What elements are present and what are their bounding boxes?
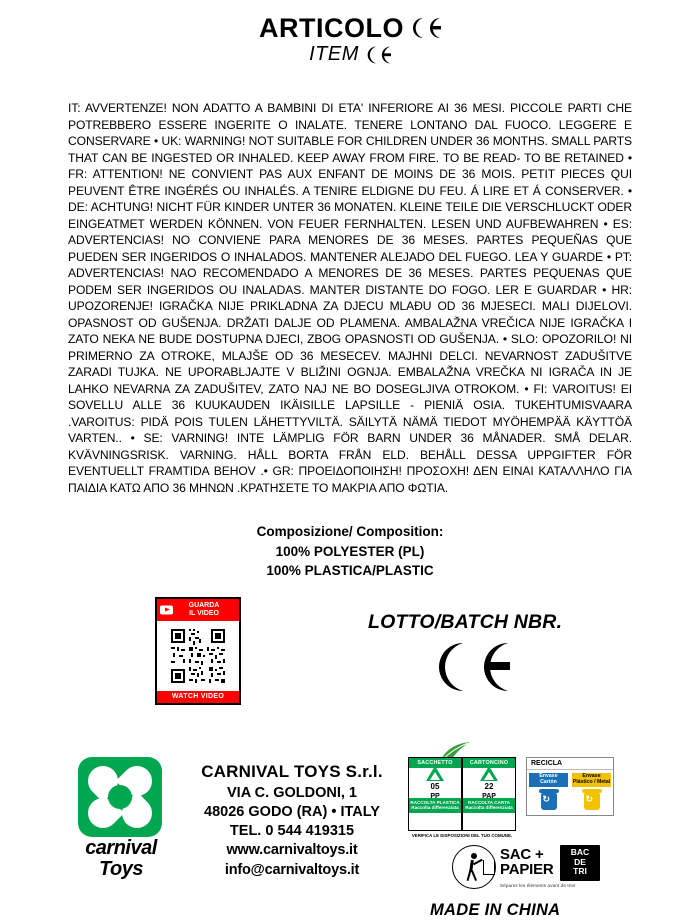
composition-line-2: 100% PLASTICA/PLASTIC (266, 563, 434, 579)
packaging-left-code: PP (430, 793, 440, 801)
ce-mark-icon (411, 16, 441, 40)
ce-mark-icon-small (366, 45, 391, 65)
packaging-right-header: CARTONCINO (463, 758, 515, 768)
company-name: CARNIVAL TOYS S.r.l. (201, 762, 383, 782)
company-tel: TEL. 0 544 419315 (229, 823, 355, 840)
mobius-loop-icon-plastic (409, 768, 461, 801)
article-label: ARTICOLO (259, 13, 404, 43)
bac-de-tri-badge (560, 845, 600, 881)
company-email[interactable]: info@carnivaltoys.it (224, 861, 360, 878)
packaging-mark-paper (462, 757, 516, 831)
sac-papier-note: Séparez les éléments avant de trier (500, 883, 576, 889)
packaging-disposal-note: VERIFICA LE DISPOSIZIONI DEL TUO COMUNE. (411, 833, 513, 839)
packaging-right-footer-2: Raccolta differenziata (465, 805, 513, 811)
bac-line3: TRI (573, 866, 587, 877)
packaging-left-footer-1: RACCOLTA PLASTICA (410, 800, 460, 806)
ce-mark-large-icon (432, 639, 512, 700)
packaging-right-footer (463, 798, 515, 813)
item-heading (0, 43, 700, 66)
article-heading (0, 14, 700, 42)
recycling-bin-icon-yellow: ↻ (581, 789, 603, 811)
qr-code-icon[interactable] (157, 621, 239, 691)
made-in-label: MADE IN CHINA (430, 901, 561, 920)
composition-title: Composizione/ Composition: (256, 524, 444, 540)
recicla-header: RECICLA (527, 758, 613, 770)
packaging-right-footer-1: RACCOLTA CARTA (468, 800, 510, 806)
composition-line-1: 100% POLYESTER (PL) (275, 543, 425, 559)
packaging-left-number: 05 (430, 782, 440, 792)
recicla-bin-carton (527, 770, 570, 815)
logo-word-carnival: carnival (85, 837, 157, 860)
video-badge-header-line1: GUARDA (188, 602, 220, 610)
recicla-bin-plastic-label (572, 773, 611, 787)
recicla-bin-carton-line2: Cartón (540, 779, 557, 785)
sac-papier-line2: PAPIER (500, 861, 554, 879)
company-website[interactable]: www.carnivaltoys.it (226, 842, 358, 859)
sac-papier-text (500, 847, 554, 878)
clover-icon (78, 757, 162, 837)
mobius-loop-icon-paper (463, 768, 515, 801)
recicla-bin-carton-label (529, 773, 568, 787)
sac-papier-mark (452, 843, 604, 895)
bac-line1: BAC (570, 847, 590, 858)
recicla-bin-plastic (570, 770, 613, 815)
footer-section (0, 749, 700, 919)
packaging-right-code: PAP (482, 793, 496, 801)
video-badge-footer: WATCH VIDEO (157, 691, 239, 703)
mid-section (0, 597, 700, 747)
item-label: ITEM (309, 43, 359, 66)
logo-word-toys: Toys (99, 858, 143, 881)
packaging-right-number: 22 (484, 782, 494, 792)
company-info (172, 761, 412, 880)
sac-papier-line1: SAC + (500, 846, 544, 864)
packaging-mark-plastic (408, 757, 462, 831)
watch-video-qr-badge[interactable] (155, 597, 241, 705)
company-city: 48026 GODO (RA) • ITALY (204, 803, 380, 820)
tidyman-icon (452, 845, 496, 889)
document-header (0, 0, 700, 66)
recycling-bin-icon-blue: ↻ (538, 789, 560, 811)
video-badge-header (157, 599, 239, 621)
video-badge-header-line2: IL VIDEO (189, 609, 219, 617)
packaging-left-footer-2: Raccolta differenziata (411, 805, 459, 811)
recicla-bin-plastic-line1: Envase (582, 773, 601, 780)
composition-block (0, 522, 700, 581)
recycling-symbols (400, 749, 660, 914)
batch-number-label: LOTTO/BATCH NBR. (368, 611, 563, 634)
multilingual-warning-text: IT: AVVERTENZE! NON ADATTO A BAMBINI DI ETA' INFERIORE AI 36 MESI. PICCOLE PARTI CHE POTREBBERO ESSERE INGERITE O INALATE. TENERE LONTANO DAL FUOCO. LEGGERE E CONSERVARE • UK: WARNING! NOT SUITABLE FOR CHILDREN UNDER 36 MONTHS. SMALL PARTS THAT CAN BE INGESTED OR INHALED. KEEP AWAY FROM FIRE. TO BE READ- TO BE RETAINED • FR: ATTENTION! NE CONVIENT PAS AUX ENFANT DE MOINS DE 36 MOIS. PETIT PIECES QUI PEUVENT ÊTRE INGÉRÉS OU INHALÉS. A TENIRE ELDIGNE DU FEU. Á LIRE ET Á CONSERVER. • DE: ACHTUNG! NICHT FÜR KINDER UNTER 36 MONATEN. KLEINE TEILE DIE VERSCHLUCKT ODER EINGEATMET WERDEN KÖNNEN. VON FEUER FERNHALTEN. LESEN UND AUFBEWAHREN • ES: ADVERTENCIAS! NO CONVIENE PARA MENORES DE 36 MESES. PARTES PEQUEÑAS QUE PUEDEN SER INGERIDOS O INHALADOS. MANTENER ALEJADO DEL FUEGO. LEA Y GUARDE • PT: ADVERTENCIAS! NAO RECOMENDADO A MENORES DE 36 MESES. PARTES PEQUENAS QUE PODEM SER INGERIDOS OU INALADAS. MANTER DISTANTE DO FOGO. LER E GUARDAR • HR: UPOZORENJE! IGRAČKA NIJE PRIKLADNA ZA DJECU MLAĐU OD 36 MJESECI. MALI DIJELOVI. OPASNOST OD GUŠENJA. DRŽATI DALJE OD PLAMENA. AMBALAŽNA VREČICA NIJE IGRAČKA I ZATO NEKA NE BUDE DOSTUPNA DJECI, ZBOG OPASNOSTI OD GUŠENJA. • SLO: OPOZORILO! NI PRIMERNO ZA OTROKE, MLAJŠE OD 36 MESECEV. MAJHNI DELCI. NEVARNOST ZADUŠITVE ZARADI TUJKA. NE UPORABLJAJTE V BLIŽINI OGNJA. EMBALAŽNA VREČKA NI IGRAČA IN JE LAHKO NEVARNA ZA ZADUŠITEV, ZATO NAJ NE BO DOSEGLJIVA OTROKOM. • FI: VAROITUS! EI SOVELLU ALLE 36 KUUKAUDEN IKÄISILLE LAPSILLE - PIENIÄ OSIA. TUKEHTUMISVAARA .VAROITUS: PIDÄ POIS TULEN LÄHETTYVILTÄ. SÄILYTÄ NÄMÄ TIEDOT MYÖHEMPÄÄ KÄYTTÖÄ VARTEN.. • SE: VARNING! INTE LÄMPLIG FÖR BARN UNDER 36 MÅNADER. SMÅ DELAR. KVÄVNINGSRISK. VARNING. HÅLL BORTA FRÅN ELD. BEHÅLL DESSA UPPGIFTER FÖR EVENTUELLT FRAMTIDA BEHOV .• GR: ΠΡΟΕΙΔΟΠΟΙΗΣΗ! ΠΡΟΣΟΧΗ! ΔΕΝ ΕΙΝΑΙ ΚΑΤΑΛΛΗΛΟ ΓΙΑ ΠΑΙΔΙΑ ΚΑΤΩ ΑΠΟ 36 ΜΗΝΩΝ .ΚΡΑΤΗΣΕΤΕ ΤΟ ΜΑΚΡΙΑ ΑΠΟ ΦΩΤΙΑ. (68, 101, 632, 495)
recicla-spain-mark (526, 757, 614, 816)
packaging-left-footer (409, 798, 461, 813)
packaging-left-header: SACCHETTO (409, 758, 461, 768)
company-address: VIA C. GOLDONI, 1 (227, 784, 357, 801)
carnival-toys-logo (78, 757, 164, 879)
play-icon (160, 605, 173, 614)
recicla-bin-carton-line1: Envase (539, 773, 558, 780)
recicla-bin-plastic-line2: Plástico / Metal (572, 779, 611, 785)
bac-line2: DE (574, 856, 586, 867)
